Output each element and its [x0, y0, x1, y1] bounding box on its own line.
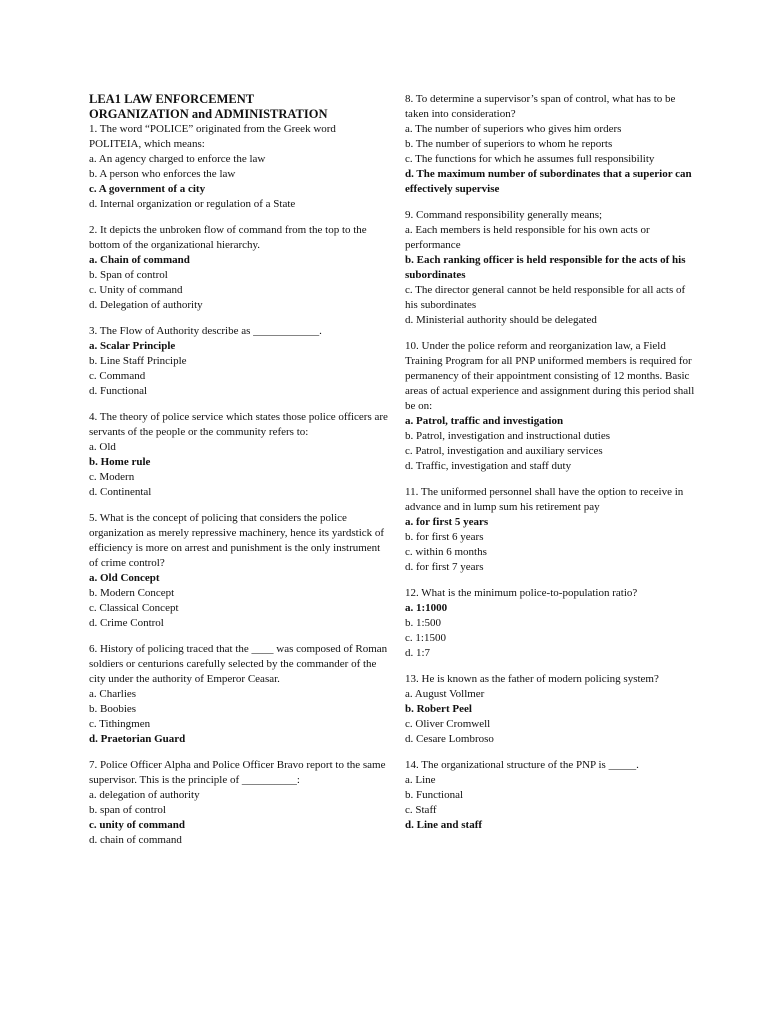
answer-option-correct: a. Chain of command — [89, 254, 190, 266]
answer-option: a. The number of superiors who gives him orders — [405, 123, 622, 135]
answer-option: d. Crime Control — [89, 617, 164, 629]
answer-option: c. The director general cannot be held responsible for all acts of his subordinates — [405, 284, 686, 311]
answer-option: c. Modern — [89, 471, 135, 483]
answer-option: c. Oliver Cromwell — [405, 718, 491, 730]
document-title-line-1: LEA1 LAW ENFORCEMENT — [89, 92, 255, 106]
question-block — [405, 586, 697, 661]
answer-option: b. Functional — [405, 789, 464, 801]
question-block — [405, 758, 697, 833]
answer-option-correct: a. 1:1000 — [405, 602, 448, 614]
answer-option: b. 1:500 — [405, 617, 442, 629]
answer-option-correct: a. Patrol, traffic and investigation — [405, 415, 564, 427]
right-column — [405, 92, 697, 844]
question-text: 11. The uniformed personnel shall have the option to receive in advance and in lump sum his retirement pay — [405, 486, 684, 513]
answer-option-correct: b. Each ranking officer is held responsible for the acts of his subordinates — [405, 254, 686, 281]
answer-option: b. The number of superiors to whom he reports — [405, 138, 613, 150]
answer-option: d. Delegation of authority — [89, 299, 203, 311]
question-block — [405, 92, 697, 197]
question-text: 14. The organizational structure of the PNP is _____. — [405, 759, 639, 771]
question-text: 9. Command responsibility generally means; — [405, 209, 603, 221]
answer-option-correct: b. Home rule — [89, 456, 151, 468]
answer-option-correct: d. The maximum number of subordinates that a superior can effectively supervise — [405, 168, 692, 195]
answer-option: d. Ministerial authority should be delegated — [405, 314, 597, 326]
question-block — [89, 122, 389, 212]
answer-option: a. August Vollmer — [405, 688, 485, 700]
document-title-line-2: ORGANIZATION and ADMINISTRATION — [89, 107, 328, 121]
answer-option: c. Command — [89, 370, 146, 382]
question-text: 6. History of policing traced that the ____ was composed of Roman soldiers or centurions carefully selected by the commander of the city under the authority of Emperor Ceasar. — [89, 643, 388, 685]
question-block — [89, 642, 389, 747]
answer-option: b. Patrol, investigation and instructional duties — [405, 430, 610, 442]
question-text: 1. The word “POLICE” originated from the Greek word POLITEIA, which means: — [89, 123, 336, 150]
answer-option: d. 1:7 — [405, 647, 431, 659]
answer-option: b. span of control — [89, 804, 166, 816]
answer-option: c. 1:1500 — [405, 632, 446, 644]
question-text: 3. The Flow of Authority describe as ____________. — [89, 325, 322, 337]
answer-option: d. Traffic, investigation and staff duty — [405, 460, 572, 472]
question-block — [405, 339, 697, 474]
answer-option: d. Continental — [89, 486, 152, 498]
answer-option: c. Classical Concept — [89, 602, 179, 614]
answer-option: a. Charlies — [89, 688, 137, 700]
question-block — [405, 208, 697, 328]
answer-option: d. chain of command — [89, 834, 182, 846]
answer-option: d. for first 7 years — [405, 561, 484, 573]
answer-option: b. Line Staff Principle — [89, 355, 187, 367]
answer-option-correct: d. Line and staff — [405, 819, 483, 831]
answer-option: c. Tithingmen — [89, 718, 151, 730]
answer-option: b. A person who enforces the law — [89, 168, 236, 180]
answer-option-correct: a. Old Concept — [89, 572, 160, 584]
question-block — [405, 672, 697, 747]
question-text: 8. To determine a supervisor’s span of control, what has to be taken into consideration? — [405, 93, 676, 120]
answer-option: b. for first 6 years — [405, 531, 484, 543]
question-block — [405, 485, 697, 575]
answer-option: b. Span of control — [89, 269, 168, 281]
right-question-list — [405, 92, 697, 833]
answer-option: d. Functional — [89, 385, 148, 397]
question-text: 4. The theory of police service which states those police officers are servants of the people or the community refers to: — [89, 411, 388, 438]
answer-option-correct: b. Robert Peel — [405, 703, 472, 715]
question-text: 2. It depicts the unbroken flow of command from the top to the bottom of the organizational hierarchy. — [89, 224, 367, 251]
question-block — [89, 410, 389, 500]
answer-option: c. The functions for which he assumes full responsibility — [405, 153, 655, 165]
answer-option: c. within 6 months — [405, 546, 487, 558]
left-question-list — [89, 122, 389, 848]
answer-option: a. Line — [405, 774, 436, 786]
answer-option: d. Internal organization or regulation of a State — [89, 198, 296, 210]
answer-option: a. Each members is held responsible for his own acts or performance — [405, 224, 650, 251]
answer-option-correct: c. unity of command — [89, 819, 185, 831]
answer-option-correct: a. for first 5 years — [405, 516, 489, 528]
answer-option: c. Staff — [405, 804, 437, 816]
answer-option: a. delegation of authority — [89, 789, 200, 801]
question-block — [89, 223, 389, 313]
question-text: 12. What is the minimum police-to-population ratio? — [405, 587, 638, 599]
answer-option: d. Cesare Lombroso — [405, 733, 494, 745]
left-column — [89, 92, 389, 859]
question-text: 13. He is known as the father of modern policing system? — [405, 673, 659, 685]
question-text: 10. Under the police reform and reorganization law, a Field Training Program for all PNP uniformed members is required for permanency of their appointment consisting of 12 months. Basic areas of actual experience and assignment during this period shall be on: — [405, 340, 695, 412]
answer-option-correct: d. Praetorian Guard — [89, 733, 186, 745]
answer-option: a. An agency charged to enforce the law — [89, 153, 266, 165]
question-text: 7. Police Officer Alpha and Police Officer Bravo report to the same supervisor. This is the principle of __________: — [89, 759, 386, 786]
question-block — [89, 758, 389, 848]
question-block — [89, 324, 389, 399]
question-block — [89, 511, 389, 631]
answer-option: b. Boobies — [89, 703, 137, 715]
answer-option: b. Modern Concept — [89, 587, 175, 599]
answer-option-correct: a. Scalar Principle — [89, 340, 176, 352]
question-text: 5. What is the concept of policing that considers the police organization as merely repressive machinery, hence its yardstick of efficiency is more on arrest and punishment is the only instrument of crime control? — [89, 512, 385, 569]
answer-option: c. Unity of command — [89, 284, 183, 296]
answer-option-correct: c. A government of a city — [89, 183, 206, 195]
answer-option: c. Patrol, investigation and auxiliary services — [405, 445, 603, 457]
answer-option: a. Old — [89, 441, 116, 453]
